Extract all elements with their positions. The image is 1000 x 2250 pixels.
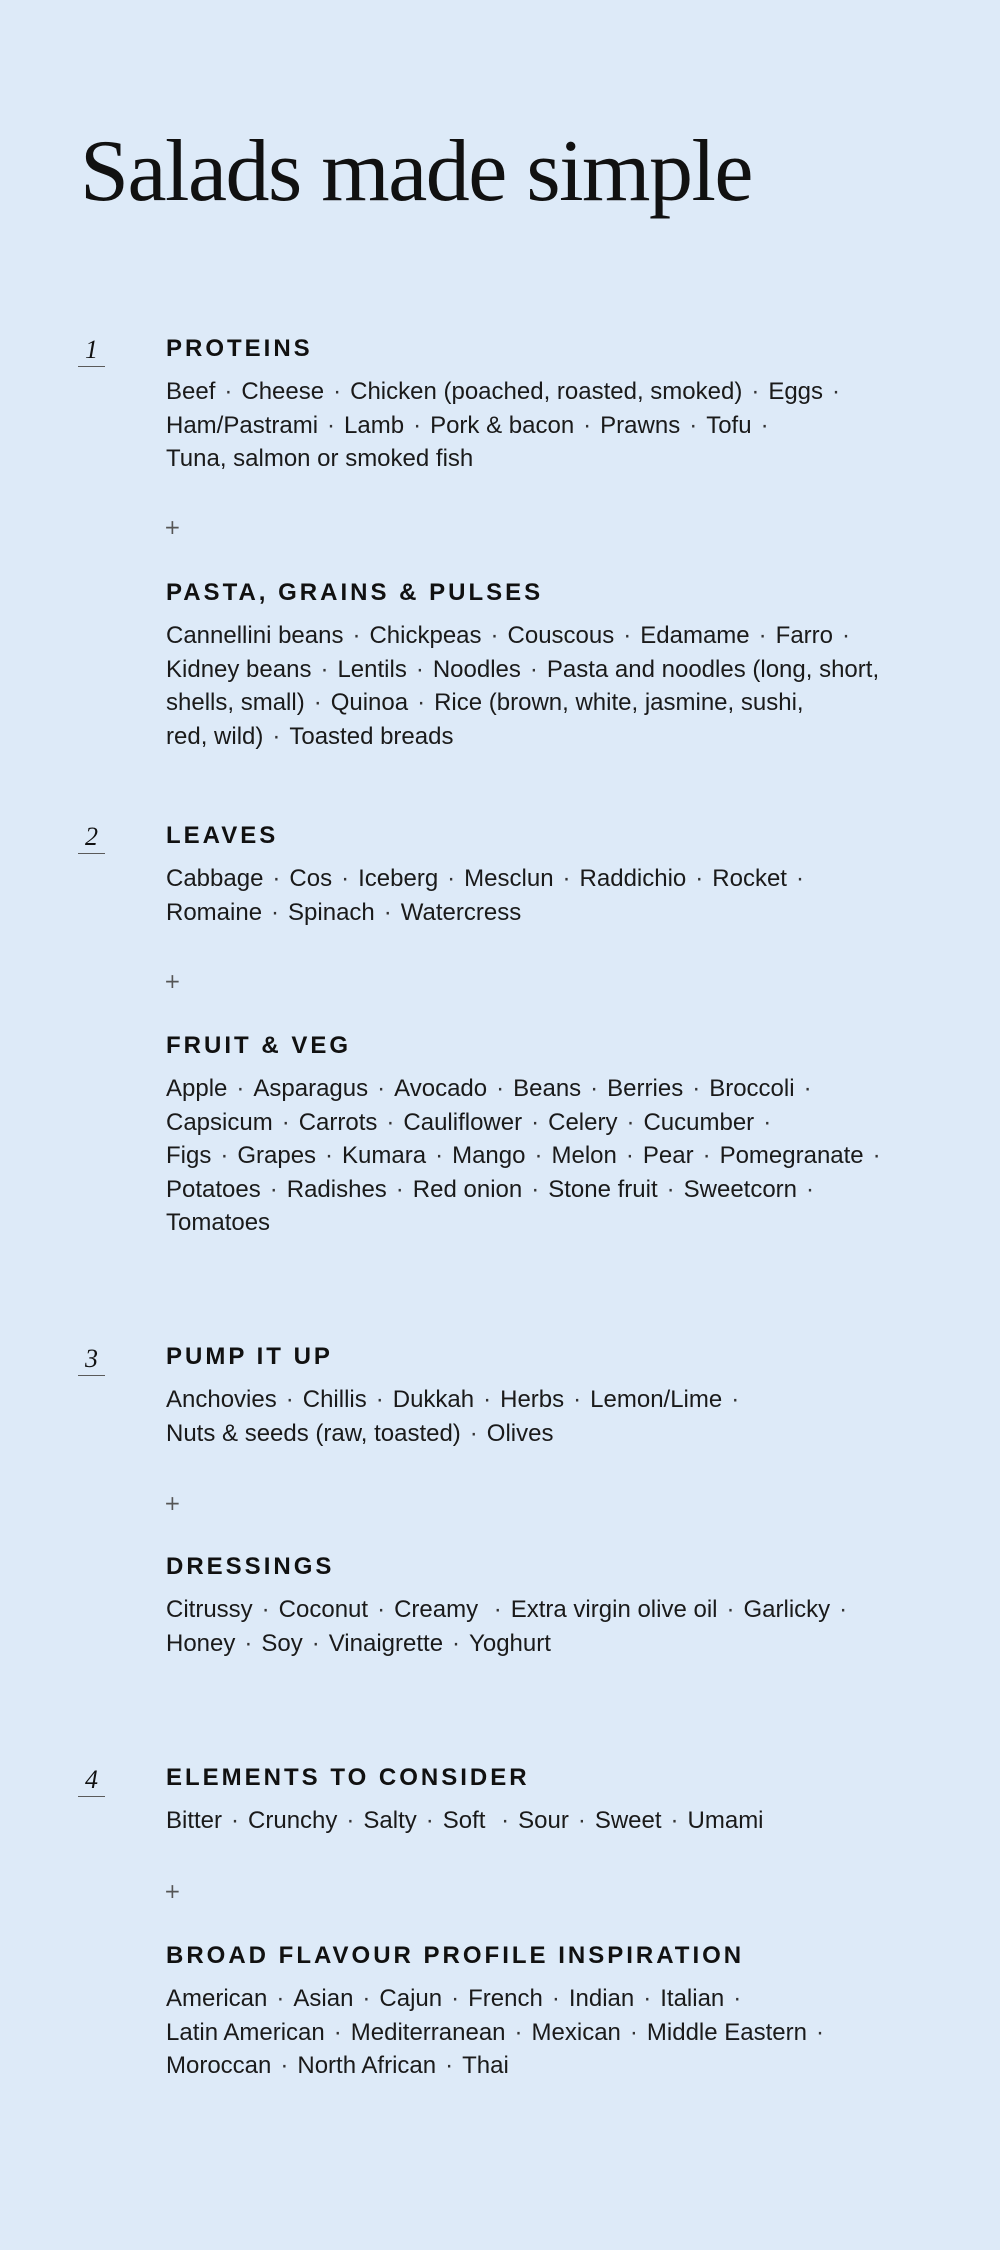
ingredient-item: Grapes <box>237 1142 317 1169</box>
ingredient-line <box>166 409 926 443</box>
group-items <box>166 375 926 476</box>
ingredient-item: Radishes <box>286 1175 387 1203</box>
separator-dot: · <box>551 1985 560 2012</box>
separator-dot: · <box>244 1629 253 1657</box>
ingredient-item: Pomegranate <box>719 1142 864 1169</box>
ingredient-item: Chillis <box>302 1386 367 1413</box>
separator-dot: · <box>395 1175 404 1203</box>
ingredient-line <box>166 619 926 653</box>
group-items <box>166 619 926 753</box>
separator-dot: · <box>272 865 281 892</box>
ingredient-line <box>166 1593 926 1627</box>
separator-dot: · <box>490 622 499 649</box>
separator-dot: · <box>692 1075 701 1102</box>
separator-dot: · <box>531 1175 540 1203</box>
ingredient-item: Kumara <box>342 1142 427 1169</box>
separator-dot: · <box>341 865 350 892</box>
ingredient-item: Mango <box>452 1142 526 1169</box>
ingredient-item: Quinoa <box>330 689 409 716</box>
ingredient-line <box>166 1072 926 1106</box>
ingredient-item: Eggs <box>768 378 824 405</box>
separator-dot: · <box>236 1075 245 1102</box>
separator-dot: · <box>751 378 760 405</box>
separator-dot: · <box>625 1142 634 1169</box>
ingredient-item: Figs <box>166 1142 212 1169</box>
ingredient-line <box>166 1982 926 2016</box>
ingredient-item: red, wild) <box>166 722 264 750</box>
ingredient-item: Noodles <box>432 655 521 683</box>
ingredient-item: Cannellini beans <box>166 622 344 649</box>
ingredient-line <box>166 375 926 409</box>
separator-dot: · <box>269 1175 278 1203</box>
separator-dot: · <box>795 865 804 892</box>
ingredient-item: Tuna, salmon or smoked fish <box>166 445 474 472</box>
separator-dot: · <box>623 622 632 649</box>
ingredient-item: Couscous <box>507 622 615 649</box>
group-heading: FRUIT & VEG <box>166 1032 352 1059</box>
ingredient-line <box>166 1173 926 1207</box>
ingredient-item: Italian <box>660 1985 725 2012</box>
ingredient-item: Spinach <box>288 898 375 926</box>
separator-dot: · <box>333 378 342 405</box>
separator-dot: · <box>760 411 769 439</box>
step-number: 2 <box>78 824 105 854</box>
separator-dot: · <box>695 865 704 892</box>
separator-dot: · <box>733 1985 742 2012</box>
plus-icon: + <box>164 515 181 539</box>
separator-dot: · <box>346 1807 355 1834</box>
separator-dot: · <box>417 689 426 716</box>
ingredient-item: Beef <box>166 378 216 405</box>
plus-icon: + <box>164 969 181 993</box>
separator-dot: · <box>496 1075 505 1102</box>
ingredient-item: Moroccan <box>166 2052 272 2079</box>
separator-dot: · <box>702 1142 711 1169</box>
ingredient-item: Mediterranean <box>350 2018 506 2046</box>
group-heading: BROAD FLAVOUR PROFILE INSPIRATION <box>166 1942 745 1969</box>
ingredient-item: Carrots <box>298 1108 378 1136</box>
ingredient-item: Cauliflower <box>403 1108 523 1136</box>
group-items <box>166 862 926 929</box>
ingredient-item: Middle Eastern <box>646 2018 807 2046</box>
ingredient-item: Edamame <box>640 622 750 649</box>
ingredient-line <box>166 1804 926 1838</box>
ingredient-item: Pork & bacon <box>430 411 575 439</box>
ingredient-item: shells, small) <box>166 689 305 716</box>
ingredient-item: American <box>166 1985 268 2012</box>
separator-dot: · <box>689 411 698 439</box>
separator-dot: · <box>670 1807 679 1834</box>
ingredient-item: Farro <box>775 622 833 649</box>
separator-dot: · <box>531 1108 540 1136</box>
ingredient-line <box>166 653 926 687</box>
plus-icon: + <box>164 1879 181 1903</box>
ingredient-line <box>166 2049 926 2083</box>
ingredient-item: Crunchy <box>248 1807 338 1834</box>
ingredient-item: Melon <box>551 1142 617 1169</box>
separator-dot: · <box>377 1596 386 1623</box>
group-items <box>166 1593 926 1660</box>
ingredient-item: Celery <box>548 1108 618 1136</box>
ingredient-item: Sweetcorn <box>683 1175 798 1203</box>
separator-dot: · <box>415 655 424 683</box>
ingredient-item: North African <box>297 2052 437 2079</box>
plus-icon: + <box>164 1491 181 1515</box>
separator-dot: · <box>413 411 422 439</box>
ingredient-group-pump-it-up <box>166 1343 926 1450</box>
ingredient-item: Potatoes <box>166 1175 261 1203</box>
ingredient-item: Herbs <box>500 1386 565 1413</box>
ingredient-item: Rice (brown, white, jasmine, sushi, <box>434 689 804 716</box>
ingredient-item: Garlicky <box>743 1596 831 1623</box>
ingredient-item: Capsicum <box>166 1108 273 1136</box>
ingredient-item: Indian <box>568 1985 635 2012</box>
separator-dot: · <box>666 1175 675 1203</box>
separator-dot: · <box>590 1075 599 1102</box>
ingredient-item: Tofu <box>706 411 752 439</box>
ingredient-item: Asparagus <box>253 1075 369 1102</box>
separator-dot: · <box>529 655 538 683</box>
separator-dot: · <box>311 1629 320 1657</box>
separator-dot: · <box>352 622 361 649</box>
group-heading: LEAVES <box>166 822 279 849</box>
ingredient-item: Lamb <box>344 411 405 439</box>
ingredient-item: Iceberg <box>358 865 439 892</box>
separator-dot: · <box>763 1108 772 1136</box>
ingredient-item: Sweet <box>594 1807 662 1834</box>
ingredient-group-pasta-grains-pulses <box>166 579 926 753</box>
separator-dot: · <box>320 655 329 683</box>
ingredient-line <box>166 1206 926 1240</box>
separator-dot: · <box>272 722 281 750</box>
separator-dot: · <box>451 1985 460 2012</box>
ingredient-line <box>166 686 926 720</box>
ingredient-item: Pear <box>642 1142 694 1169</box>
ingredient-item: Romaine <box>166 898 263 926</box>
ingredient-item: Prawns <box>600 411 681 439</box>
ingredient-item: Kidney beans <box>166 655 312 683</box>
ingredient-item: Yoghurt <box>469 1629 551 1657</box>
ingredient-group-leaves <box>166 822 926 929</box>
separator-dot: · <box>327 411 336 439</box>
separator-dot: · <box>726 1596 735 1623</box>
ingredient-item: Lentils <box>337 655 407 683</box>
separator-dot: · <box>469 1419 478 1447</box>
ingredient-item: Soft <box>442 1807 493 1834</box>
separator-dot: · <box>325 1142 334 1169</box>
ingredient-item: French <box>468 1985 543 2012</box>
page-title: Salads made simple <box>80 123 752 220</box>
separator-dot: · <box>501 1807 510 1834</box>
ingredient-item: Umami <box>687 1807 764 1834</box>
ingredient-item: Cajun <box>379 1985 443 2012</box>
group-heading: DRESSINGS <box>166 1553 335 1580</box>
ingredient-item: Watercress <box>400 898 522 926</box>
separator-dot: · <box>832 378 841 405</box>
step-number: 3 <box>78 1346 105 1376</box>
separator-dot: · <box>375 1386 384 1413</box>
ingredient-item: Berries <box>607 1075 684 1102</box>
separator-dot: · <box>534 1142 543 1169</box>
ingredient-item: Anchovies <box>166 1386 277 1413</box>
separator-dot: · <box>493 1596 502 1623</box>
ingredient-item: Bitter <box>166 1807 223 1834</box>
separator-dot: · <box>626 1108 635 1136</box>
ingredient-group-fruit-veg <box>166 1032 926 1240</box>
separator-dot: · <box>629 2018 638 2046</box>
ingredient-item: Cabbage <box>166 865 264 892</box>
separator-dot: · <box>383 898 392 926</box>
ingredient-line <box>166 720 926 754</box>
ingredient-item: Apple <box>166 1075 228 1102</box>
separator-dot: · <box>261 1596 270 1623</box>
ingredient-item: Rocket <box>712 865 787 892</box>
ingredient-item: Tomatoes <box>166 1209 271 1236</box>
separator-dot: · <box>514 2018 523 2046</box>
ingredient-item: Nuts & seeds (raw, toasted) <box>166 1419 461 1447</box>
separator-dot: · <box>872 1142 881 1169</box>
separator-dot: · <box>839 1596 848 1623</box>
ingredient-item: Red onion <box>412 1175 523 1203</box>
ingredient-item: Mexican <box>531 2018 621 2046</box>
ingredient-item: Creamy <box>394 1596 485 1623</box>
ingredient-line <box>166 896 926 930</box>
separator-dot: · <box>313 689 322 716</box>
group-items <box>166 1982 926 2083</box>
ingredient-item: Vinaigrette <box>328 1629 444 1657</box>
separator-dot: · <box>573 1386 582 1413</box>
separator-dot: · <box>386 1108 395 1136</box>
ingredient-item: Thai <box>462 2052 509 2079</box>
group-heading: PROTEINS <box>166 335 313 362</box>
separator-dot: · <box>224 378 233 405</box>
separator-dot: · <box>447 865 456 892</box>
separator-dot: · <box>333 2018 342 2046</box>
ingredient-line <box>166 442 926 476</box>
ingredient-item: Citrussy <box>166 1596 253 1623</box>
separator-dot: · <box>276 1985 285 2012</box>
separator-dot: · <box>452 1629 461 1657</box>
separator-dot: · <box>425 1807 434 1834</box>
separator-dot: · <box>377 1075 386 1102</box>
ingredient-item: Raddichio <box>579 865 687 892</box>
separator-dot: · <box>803 1075 812 1102</box>
separator-dot: · <box>271 898 280 926</box>
ingredient-item: Stone fruit <box>548 1175 658 1203</box>
ingredient-item: Extra virgin olive oil <box>510 1596 718 1623</box>
separator-dot: · <box>362 1985 371 2012</box>
ingredient-group-proteins <box>166 335 926 476</box>
ingredient-item: Soy <box>261 1629 303 1657</box>
separator-dot: · <box>577 1807 586 1834</box>
separator-dot: · <box>285 1386 294 1413</box>
group-items <box>166 1804 926 1838</box>
ingredient-item: Cos <box>289 865 333 892</box>
ingredient-item: Salty <box>363 1807 417 1834</box>
separator-dot: · <box>842 622 850 649</box>
ingredient-item: Ham/Pastrami <box>166 411 319 439</box>
ingredient-line <box>166 1417 926 1451</box>
ingredient-item: Latin American <box>166 2018 325 2046</box>
ingredient-item: Honey <box>166 1629 236 1657</box>
group-heading: PUMP IT UP <box>166 1343 333 1370</box>
ingredient-line <box>166 862 926 896</box>
ingredient-group-flavour-profile-inspiration <box>166 1942 926 2083</box>
separator-dot: · <box>806 1175 815 1203</box>
ingredient-group-elements-to-consider <box>166 1764 926 1838</box>
ingredient-item: Chicken (poached, roasted, smoked) <box>350 378 743 405</box>
step-number: 4 <box>78 1767 105 1797</box>
ingredient-item: Dukkah <box>392 1386 475 1413</box>
ingredient-item: Broccoli <box>709 1075 795 1102</box>
group-items <box>166 1383 926 1450</box>
ingredient-line <box>166 1139 926 1173</box>
ingredient-item: Cheese <box>241 378 325 405</box>
ingredient-item: Avocado <box>394 1075 488 1102</box>
ingredient-item: Olives <box>486 1419 554 1447</box>
separator-dot: · <box>281 1108 290 1136</box>
ingredient-item: Beans <box>513 1075 582 1102</box>
separator-dot: · <box>815 2018 824 2046</box>
separator-dot: · <box>731 1386 740 1413</box>
ingredient-line <box>166 1627 926 1661</box>
separator-dot: · <box>220 1142 229 1169</box>
separator-dot: · <box>280 2052 289 2079</box>
group-heading: PASTA, GRAINS & PULSES <box>166 579 544 606</box>
separator-dot: · <box>562 865 571 892</box>
separator-dot: · <box>445 2052 454 2079</box>
ingredient-item: Mesclun <box>464 865 554 892</box>
separator-dot: · <box>583 411 592 439</box>
ingredient-item: Lemon/Lime <box>590 1386 723 1413</box>
ingredient-item: Sour <box>518 1807 569 1834</box>
group-items <box>166 1072 926 1240</box>
group-heading: ELEMENTS TO CONSIDER <box>166 1764 530 1791</box>
separator-dot: · <box>435 1142 444 1169</box>
step-number: 1 <box>78 337 105 367</box>
ingredient-item: Coconut <box>278 1596 369 1623</box>
ingredient-item: Chickpeas <box>369 622 482 649</box>
separator-dot: · <box>643 1985 652 2012</box>
ingredient-item: Toasted breads <box>289 722 454 750</box>
ingredient-group-dressings <box>166 1553 926 1660</box>
separator-dot: · <box>758 622 767 649</box>
ingredient-line <box>166 1383 926 1417</box>
separator-dot: · <box>483 1386 492 1413</box>
ingredient-item: Pasta and noodles (long, short, <box>546 655 880 683</box>
ingredient-line <box>166 2016 926 2050</box>
ingredient-item: Asian <box>293 1985 354 2012</box>
ingredient-line <box>166 1106 926 1140</box>
separator-dot: · <box>231 1807 240 1834</box>
ingredient-item: Cucumber <box>643 1108 755 1136</box>
